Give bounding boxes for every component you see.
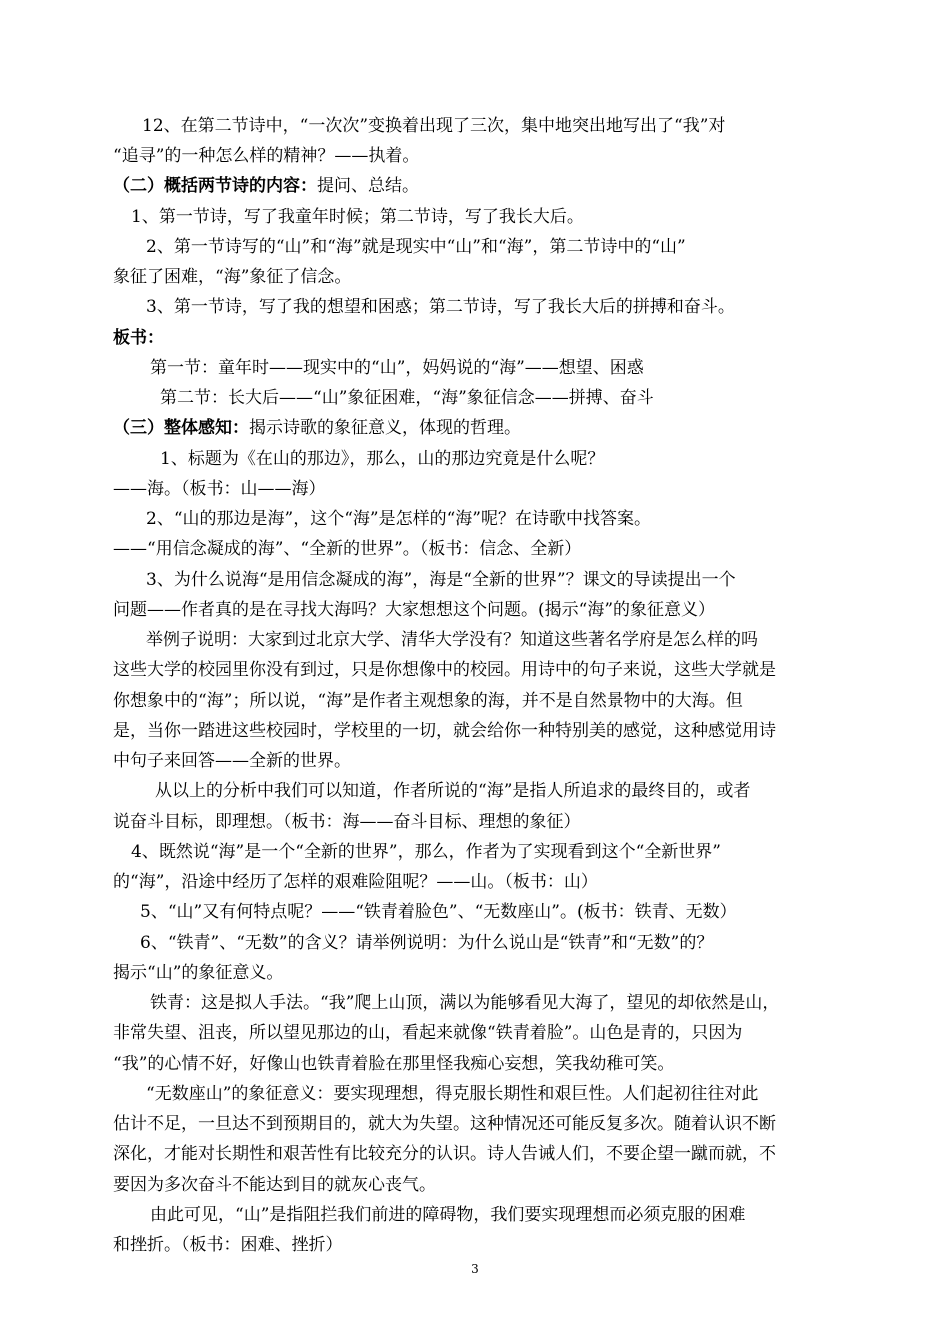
line-17: 问题——作者真的是在寻找大海吗？大家想想这个问题。(揭示“海”的象征意义） bbox=[113, 600, 716, 620]
line-1: 12、在第二节诗中，“一次次”变换着出现了三次，集中地突出地写出了“我”对 bbox=[142, 116, 726, 136]
line-6: 象征了困难，“海”象征了信念。 bbox=[113, 267, 352, 287]
line-34: 估计不足，一旦达不到预期目的，就大为失望。这种情况还可能反复多次。随着认识不断 bbox=[113, 1114, 776, 1134]
page-number: 3 bbox=[471, 1262, 479, 1276]
heading-note: 揭示诗歌的象征意义，体现的哲理。 bbox=[249, 418, 521, 438]
line-28: 6、“铁青”、“无数”的含义？请举例说明：为什么说山是“铁青”和“无数”的？ bbox=[140, 933, 714, 953]
line-24: 说奋斗目标，即理想。（板书：海——奋斗目标、理想的象征） bbox=[113, 812, 581, 832]
heading-text: （三）整体感知： bbox=[113, 418, 249, 438]
line-5: 2、第一节诗写的“山”和“海”就是现实中“山”和“海”，第二节诗中的“山” bbox=[146, 237, 686, 257]
heading-text: 板书： bbox=[113, 328, 164, 348]
line-27: 5、“山”又有何特点呢？——“铁青着脸色”、“无数座山”。(板书：铁青、无数） bbox=[140, 902, 737, 922]
line-31: 非常失望、沮丧，所以望见那边的山，看起来就像“铁青着脸”。山色是青的，只因为 bbox=[113, 1023, 743, 1043]
line-19: 这些大学的校园里你没有到过，只是你想像中的校园。用诗中的句子来说，这些大学就是 bbox=[113, 660, 776, 680]
section-heading-2 bbox=[113, 175, 419, 197]
line-38: 和挫折。（板书：困难、挫折） bbox=[113, 1235, 343, 1255]
line-16: 3、为什么说海“是用信念凝成的海”，海是“全新的世界”？课文的导读提出一个 bbox=[146, 570, 736, 590]
heading-text: （二）概括两节诗的内容： bbox=[113, 176, 317, 196]
line-33: “无数座山”的象征意义：要实现理想，得克服长期性和艰巨性。人们起初往往对此 bbox=[146, 1084, 759, 1104]
line-9: 第一节：童年时——现实中的“山”，妈妈说的“海”——想望、困惑 bbox=[150, 358, 644, 378]
line-25: 4、既然说“海”是一个“全新的世界”，那么，作者为了实现看到这个“全新世界” bbox=[131, 842, 721, 862]
line-20: 你想象中的“海”；所以说，“海”是作者主观想象的海，并不是自然景物中的大海。但 bbox=[113, 691, 743, 711]
line-35: 深化，才能对长期性和艰苦性有比较充分的认识。诗人告诫人们，不要企望一蹴而就，不 bbox=[113, 1144, 776, 1164]
line-12: 1、标题为《在山的那边》，那么，山的那边究竟是什么呢？ bbox=[160, 449, 605, 469]
line-21: 是，当你一踏进这些校园时，学校里的一切，就会给你一种特别美的感觉，这种感觉用诗 bbox=[113, 721, 776, 741]
line-23: 从以上的分析中我们可以知道，作者所说的“海”是指人所追求的最终目的，或者 bbox=[155, 781, 751, 801]
line-32: “我”的心情不好，好像山也铁青着脸在那里怪我痴心妄想，笑我幼稚可笑。 bbox=[113, 1054, 675, 1074]
line-13: ——海。（板书：山——海） bbox=[113, 479, 326, 499]
line-30: 铁青：这是拟人手法。“我”爬上山顶，满以为能够看见大海了，望见的却依然是山， bbox=[150, 993, 780, 1013]
line-10: 第二节：长大后——“山”象征困难，“海”象征信念——拼搏、奋斗 bbox=[160, 388, 654, 408]
line-37: 由此可见，“山”是指阻拦我们前进的障碍物，我们要实现理想而必须克服的困难 bbox=[150, 1205, 746, 1225]
line-18: 举例子说明：大家到过北京大学、清华大学没有？知道这些著名学府是怎么样的吗 bbox=[146, 630, 758, 650]
section-heading-3 bbox=[113, 417, 521, 439]
line-14: 2、“山的那边是海”，这个“海”是怎样的“海”呢？在诗歌中找答案。 bbox=[146, 509, 651, 529]
line-15: ——“用信念凝成的海”、“全新的世界”。（板书：信念、全新） bbox=[113, 539, 582, 559]
blackboard-heading bbox=[113, 327, 164, 349]
line-36: 要因为多次奋斗不能达到目的就灰心丧气。 bbox=[113, 1175, 436, 1195]
line-26: 的“海”，沿途中经历了怎样的艰难险阻呢？——山。（板书：山） bbox=[113, 872, 598, 892]
heading-note: 提问、总结。 bbox=[317, 176, 419, 196]
line-22: 中句子来回答——全新的世界。 bbox=[113, 751, 351, 771]
line-7: 3、第一节诗，写了我的想望和困惑；第二节诗，写了我长大后的拼搏和奋斗。 bbox=[146, 297, 735, 317]
line-4: 1、第一节诗，写了我童年时候；第二节诗，写了我长大后。 bbox=[131, 207, 584, 227]
line-29: 揭示“山”的象征意义。 bbox=[113, 963, 284, 983]
line-2: “追寻”的一种怎么样的精神？——执着。 bbox=[113, 146, 420, 166]
